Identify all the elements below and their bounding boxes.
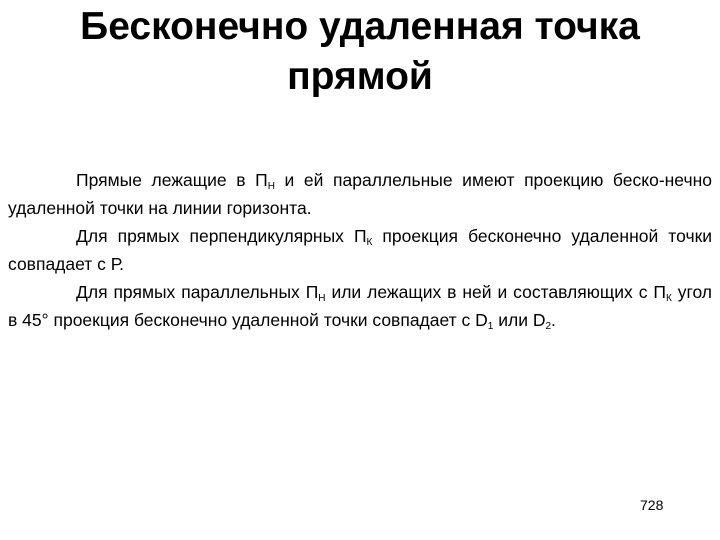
- paragraph-perpendicular-lines: [8, 222, 712, 278]
- paragraph-text: Прямые лежащие в П: [76, 170, 268, 190]
- subscript: 2: [545, 321, 552, 332]
- title-line-2: прямой: [287, 55, 433, 98]
- subscript: К: [366, 237, 373, 248]
- paragraph-45-degree-lines: [8, 278, 712, 334]
- title-line-1: Бесконечно удаленная точка: [80, 5, 640, 48]
- paragraph-horizontal-lines: [8, 166, 712, 222]
- paragraph-text: или лежащих в ней и составляющих с П: [325, 282, 666, 302]
- subscript: К: [665, 293, 672, 304]
- paragraph-text: .: [551, 310, 556, 330]
- paragraph-text: Для прямых параллельных П: [76, 282, 319, 302]
- subscript: Н: [318, 293, 326, 304]
- subscript: 1: [487, 321, 494, 332]
- page-number: 728: [640, 497, 664, 513]
- paragraph-text: Для прямых перпендикулярных П: [76, 226, 367, 246]
- body-text: [8, 166, 712, 334]
- slide-title: [30, 2, 690, 102]
- paragraph-text: или D: [493, 310, 546, 330]
- paragraph-text: и ей параллельные имеют проекцию беско-нечно удаленной точки на линии горизонта.: [8, 170, 712, 218]
- subscript: Н: [267, 181, 275, 192]
- paragraph-text: проекция бесконечно удаленной точки совпадает с Р.: [8, 226, 713, 274]
- paragraph-text: угол в 45° проекция бесконечно удаленной точки совпадает с D: [8, 282, 713, 330]
